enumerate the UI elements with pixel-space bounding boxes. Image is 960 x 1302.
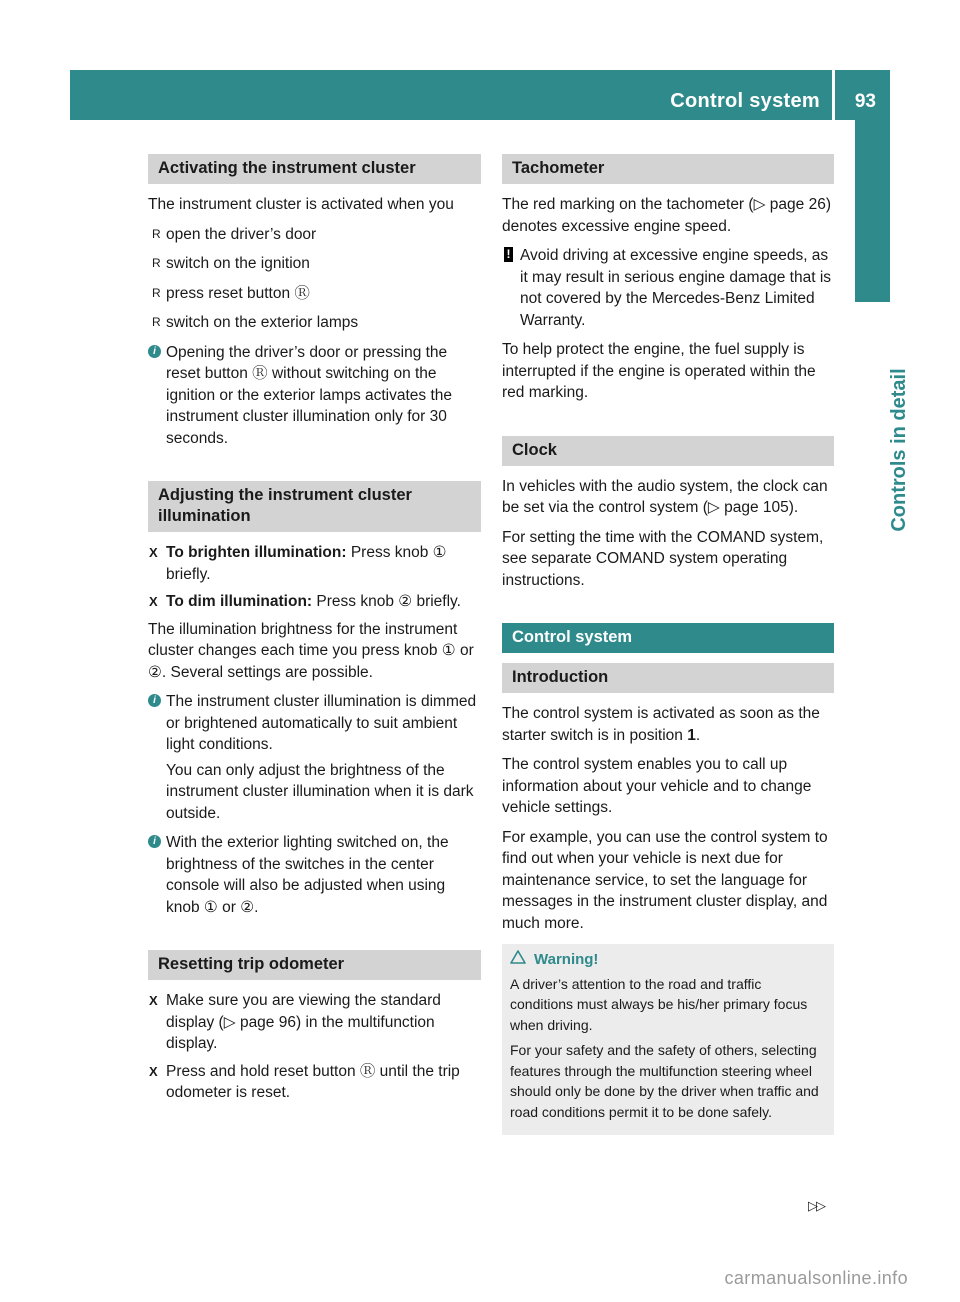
heading-control-system: Control system — [502, 623, 834, 653]
step-item: X To brighten illumination: Press knob ① briefly. — [148, 542, 481, 585]
bullet-item: R open the driver’s door — [148, 224, 481, 246]
side-chapter-label: Controls in detail — [888, 368, 910, 532]
note-text: Opening the driver’s door or pressing the reset button Ⓡ without switching on the ignition or the exterior lamps activates the instrument cluster illumination only for 30 seconds. — [166, 343, 453, 447]
warning-text: A driver’s attention to the road and traffic conditions must always be his/her primary focus when driving. — [510, 975, 808, 1033]
paragraph: To help protect the engine, the fuel supply is interrupted if the engine is operated within the red marking. — [502, 341, 816, 401]
heading-introduction: Introduction — [502, 663, 834, 693]
left-column — [148, 154, 481, 1110]
header-bar — [70, 70, 890, 120]
warning-triangle-icon — [510, 950, 526, 971]
step-item: X Make sure you are viewing the standard display (▷ page 96) in the multifunction display. — [148, 990, 481, 1055]
step-item: X To dim illumination: Press knob ② briefly. — [148, 591, 481, 613]
info-note — [148, 832, 481, 918]
note-text: You can only adjust the brightness of the instrument cluster illumination when it is dark outside. — [166, 761, 474, 822]
step-item: X Press and hold reset button Ⓡ until the trip odometer is reset. — [148, 1061, 481, 1104]
continue-arrows-icon: ▷▷ — [808, 1198, 824, 1213]
paragraph: The illumination brightness for the instrument cluster changes each time you press knob ① or ②. Several settings are possible. — [148, 620, 474, 681]
side-tab — [855, 120, 890, 302]
paragraph: For setting the time with the COMAND system, see separate COMAND system operating instructions. — [502, 528, 824, 589]
info-note — [148, 691, 481, 824]
right-column — [502, 154, 834, 1135]
header-divider — [832, 70, 835, 120]
page-number: 93 — [854, 91, 876, 112]
watermark: carmanualsonline.info — [724, 1268, 908, 1288]
warning-box — [502, 944, 834, 1135]
heading-adjusting-illumination: Adjusting the instrument cluster illumination — [148, 481, 481, 532]
paragraph: The control system is activated as soon as the starter switch is in position 1. — [502, 705, 820, 744]
paragraph: In vehicles with the audio system, the clock can be set via the control system (▷ page 105). — [502, 477, 828, 516]
info-icon: i — [148, 345, 161, 358]
paragraph: The red marking on the tachometer (▷ page 26) denotes excessive engine speed. — [502, 196, 831, 235]
heading-clock: Clock — [502, 436, 834, 466]
bullet-item: R switch on the ignition — [148, 253, 481, 275]
exclamation-icon: ! — [504, 247, 513, 262]
note-text: With the exterior lighting switched on, the brightness of the switches in the center console will also be adjusted when using knob ① or ②. — [166, 834, 449, 916]
heading-activating-cluster: Activating the instrument cluster — [148, 154, 481, 184]
heading-resetting-odometer: Resetting trip odometer — [148, 950, 481, 980]
heading-tachometer: Tachometer — [502, 154, 834, 184]
warning-text: For your safety and the safety of others, selecting features through the multifunction steering wheel should only be done by the driver when traffic and road conditions permit it to be done safely. — [510, 1042, 819, 1120]
caution-note — [502, 245, 834, 331]
page-section-title: Control system — [670, 90, 820, 112]
info-icon: i — [148, 835, 161, 848]
paragraph: For example, you can use the control system to find out when your vehicle is next due for maintenance service, to set the language for messages in the instrument cluster display, and much more. — [502, 828, 828, 932]
note-text: Avoid driving at excessive engine speeds, as it may result in serious engine damage that is not covered by the Mercedes-Benz Limited Warranty. — [520, 247, 832, 329]
paragraph: The control system enables you to call up information about your vehicle and to change vehicle settings. — [502, 756, 812, 816]
paragraph: The instrument cluster is activated when you — [148, 196, 454, 213]
info-note — [148, 342, 481, 450]
bullet-item: R switch on the exterior lamps — [148, 312, 481, 334]
warning-heading: Warning! — [510, 950, 826, 971]
bullet-item: R press reset button Ⓡ — [148, 283, 481, 305]
info-icon: i — [148, 694, 161, 707]
note-text: The instrument cluster illumination is dimmed or brightened automatically to suit ambient light conditions. — [166, 693, 477, 753]
